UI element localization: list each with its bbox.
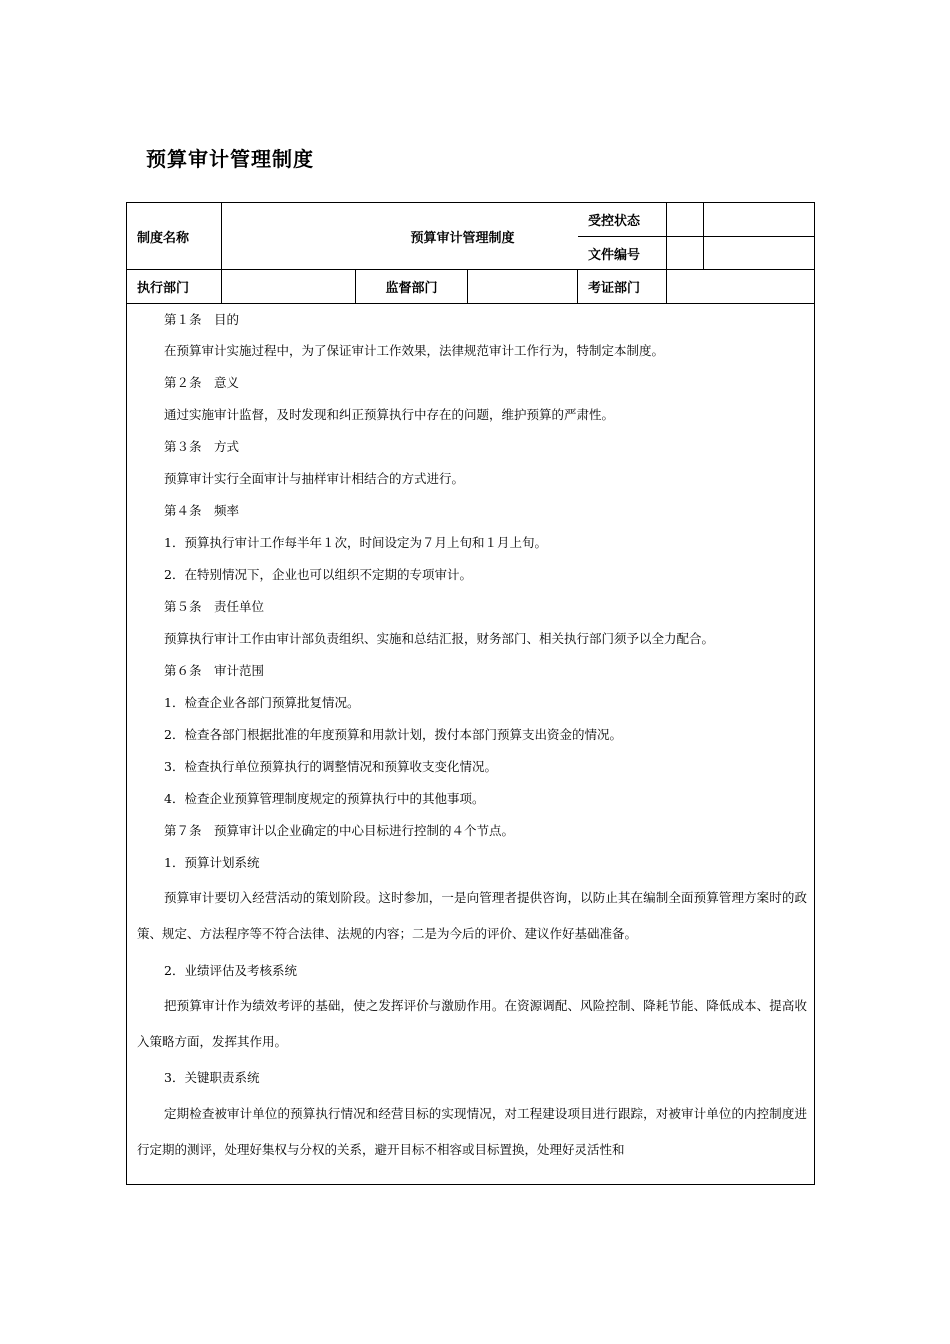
controlled-status-value[interactable] [667,203,814,237]
verifying-dept-label: 考证部门 [578,270,667,304]
list-item: 1．预算计划系统 [164,855,260,870]
article-heading: 第４条 频率 [164,503,240,518]
paragraph: 把预算审计作为绩效考评的基础，使之发挥评价与激励作用。在资源调配、风险控制、降耗节能、降低成本、提高收入策略方面，发挥其作用。 [137,998,807,1049]
verifying-dept-value[interactable] [667,270,814,304]
regulation-body [137,304,807,1168]
list-item: 2．在特别情况下，企业也可以组织不定期的专项审计。 [164,567,472,582]
paragraph: 预算审计要切入经营活动的策划阶段。这时参加，一是向管理者提供咨询，以防止其在编制全面预算管理方案时的政策、规定、方法程序等不符合法律、法规的内容；二是为今后的评价、建议作好基础准备。 [137,890,807,941]
article-heading: 第１条 目的 [164,312,240,327]
article-heading: 第７条 预算审计以企业确定的中心目标进行控制的４个节点。 [164,823,515,838]
paragraph: 预算执行审计工作由审计部负责组织、实施和总结汇报，财务部门、相关执行部门须予以全力配合。 [164,631,715,646]
paragraph: 通过实施审计监督，及时发现和纠正预算执行中存在的问题，维护预算的严肃性。 [164,407,615,422]
regulation-form [126,202,815,1185]
supervising-dept-value[interactable] [468,270,578,304]
paragraph: 预算审计实行全面审计与抽样审计相结合的方式进行。 [164,471,465,486]
list-item: 2．检查各部门根据批准的年度预算和用款计划，拨付本部门预算支出资金的情况。 [164,727,622,742]
article-heading: 第３条 方式 [164,439,240,454]
executing-dept-value[interactable] [222,270,356,304]
paragraph: 在预算审计实施过程中，为了保证审计工作效果，法律规范审计工作行为，特制定本制度。 [164,343,665,358]
executing-dept-label: 执行部门 [127,270,222,304]
article-heading: 第２条 意义 [164,375,240,390]
file-number-label: 文件编号 [578,237,667,270]
page-title: 预算审计管理制度 [146,147,314,171]
article-heading: 第６条 审计范围 [164,663,265,678]
list-item: 4．检查企业预算管理制度规定的预算执行中的其他事项。 [164,791,485,806]
article-heading: 第５条 责任单位 [164,599,265,614]
list-item: 1．预算执行审计工作每半年１次，时间设定为７月上旬和１月上旬。 [164,535,547,550]
paragraph: 定期检查被审计单位的预算执行情况和经营目标的实现情况，对工程建设项目进行跟踪，对被审计单位的内控制度进行定期的测评，处理好集权与分权的关系，避开目标不相容或目标置换，处理好灵活性和 [137,1106,807,1157]
list-item: 3．关键职责系统 [164,1070,260,1085]
supervising-dept-label: 监督部门 [356,270,468,304]
list-item: 3．检查执行单位预算执行的调整情况和预算收支变化情况。 [164,759,497,774]
system-name-value: 预算审计管理制度 [222,203,704,270]
file-number-value[interactable] [667,237,814,270]
list-item: 2．业绩评估及考核系统 [164,963,297,978]
system-name-label: 制度名称 [127,203,222,270]
controlled-status-label: 受控状态 [578,203,667,237]
list-item: 1．检查企业各部门预算批复情况。 [164,695,360,710]
